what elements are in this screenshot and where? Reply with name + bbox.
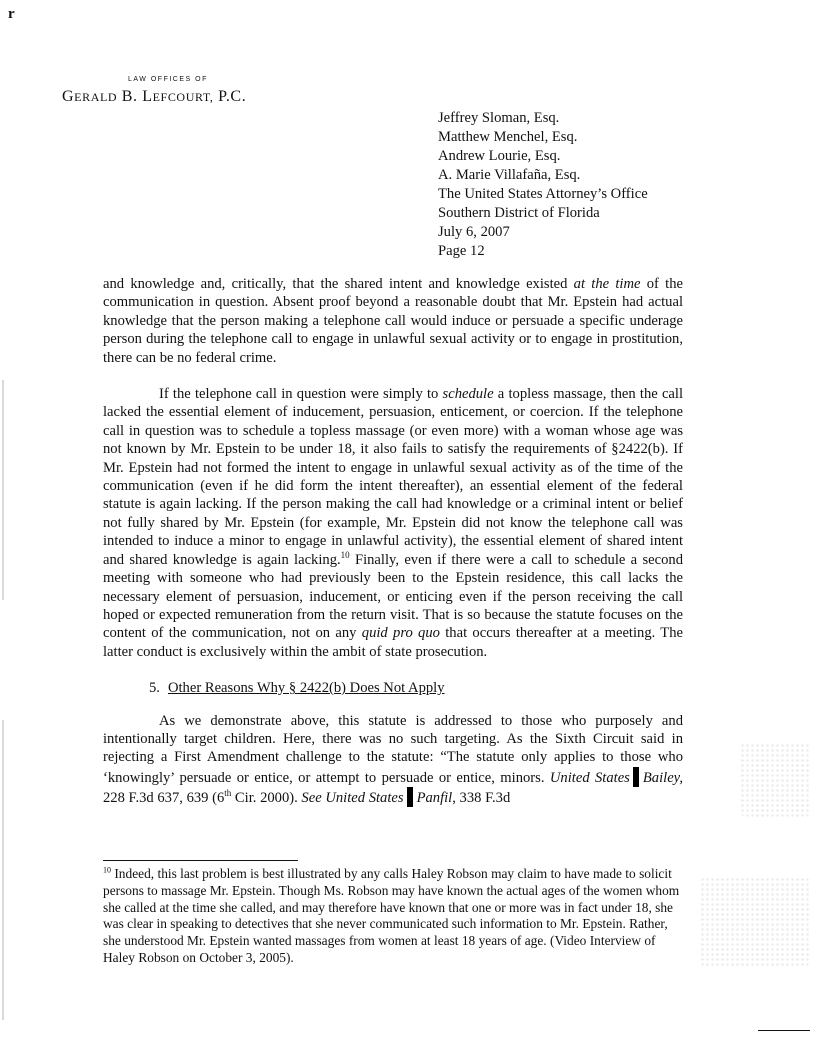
addressee-line: Andrew Lourie, Esq. (438, 148, 561, 164)
text-run: and knowledge and, critically, that the shared intent and knowledge existed (103, 276, 574, 292)
text-run: Cir. 2000). (231, 790, 302, 807)
emphasis: quid pro quo (361, 625, 440, 642)
letter-body (103, 275, 683, 826)
bottom-edge-rule (758, 1030, 810, 1031)
case-name: Panfil (416, 790, 453, 807)
section-title: Other Reasons Why § 2422(b) Does Not Apply (167, 680, 445, 697)
case-name: United States (549, 769, 630, 786)
firm-last-rest: EFCOURT, (152, 90, 214, 104)
letter-date: July 6, 2007 (438, 224, 510, 240)
firm-middle: B. (121, 88, 138, 105)
addressee-line: Jeffrey Sloman, Esq. (438, 110, 560, 126)
firm-last-initial: L (142, 88, 153, 105)
footnote-number: 10 (103, 865, 111, 875)
scan-artifact (740, 743, 810, 817)
letterhead-firm-name (62, 88, 246, 106)
section-heading (149, 679, 683, 697)
letterhead-law-offices: LAW OFFICES OF (128, 76, 208, 83)
section-number: 5. (149, 680, 160, 697)
corner-mark: r (8, 6, 15, 22)
text-run: If the telephone call in question were simply to (159, 386, 443, 403)
firm-suffix: P.C. (218, 88, 247, 105)
footnote-ref: 10 (340, 549, 350, 560)
scan-artifact (700, 877, 810, 967)
footnote-text: Indeed, this last problem is best illustrated by any calls Haley Robson may claim to have made to solicit persons to massage Mr. Epstein. Though Ms. Robson may have known the actual ages of the women whom she called at the time she called, and may therefore have known that one or more was in fact under 18, she was clear in speaking to detectives that she never communicated such information to Mr. Epstein. Rather, she understood Mr. Epstein wanted massages from women at least 18 years of age. (Video Interview of Haley Robson on October 3, 2005). (103, 866, 680, 965)
case-name: Bailey, (642, 769, 683, 786)
case-signal: See United States (301, 790, 404, 807)
addressee-block (438, 109, 648, 261)
text-run: 228 F.3d 637, 639 (6 (103, 790, 225, 807)
page-number: Page 12 (438, 243, 485, 259)
firm-first-rest: ERALD (74, 90, 118, 104)
emphasis: schedule (442, 386, 494, 403)
text-run: of the communication in question. Absent proof beyond a reasonable doubt that Mr. Epstein had actual knowledge that the person making a telephone call would induce or persuade a specific underage person during the telephone call to engage in unlawful sexual activity or to engage in prostitution, there can be no federal crime. (103, 276, 683, 366)
emphasis: at the time (573, 276, 641, 292)
text-run: As we demonstrate above, this statute is addressed to those who purposely and intentionally target children. Here, there was no such targeting. As the Sixth Circuit said in rejecting a First Amendment challenge to the statute: “The statute only applies to those who ‘knowingly’ persuade or entice, or attempt to persuade or entice, minors. (103, 712, 683, 786)
footnote-separator (103, 860, 298, 861)
firm-first-initial: G (62, 88, 75, 105)
ordinal-suffix: th (224, 788, 232, 799)
footnote-10 (103, 866, 681, 967)
redaction-mark (407, 787, 413, 807)
text-run: Finally, even if there were a call to schedule a second meeting with someone who had previously been to the Epstein residence, this call lacks the necessary element of persuasion, inducement, or enticing even if the person receiving the call hoped or expected remuneration from the return visit. That is so because the statute focuses on the content of the communication, not on any (103, 551, 683, 642)
addressee-line: The United States Attorney’s Office (438, 186, 648, 202)
text-run: , 338 F.3d (452, 790, 511, 807)
text-run: a topless massage, then the call lacked the essential element of inducement, persuasion, enticement, or coercion. If the telephone call in question was to schedule a topless massage (or even more) with a woman whose age was not known by Mr. Epstein to be under 18, it also fails to satisfy the requirements of §2422(b). If Mr. Epstein had not formed the intent to engage in unlawful sexual activity as of the time of the communication (even if he did form the intent thereafter), an essential element of the federal statute is again lacking. If the person making the call had knowledge or a criminal intent or belief not fully shared by Mr. Epstein (for example, Mr. Epstein did not know the telephone call was intended to induce a minor to engage in unlawful activity), the essential element of shared intent and shared knowledge is again lacking. (103, 386, 684, 568)
paragraph-2 (103, 385, 683, 661)
addressee-line: A. Marie Villafaña, Esq. (438, 167, 581, 183)
text-run: that occurs thereafter at a meeting. The latter conduct is exclusively within the ambit of state prosecution. (103, 625, 683, 660)
paragraph-1 (103, 275, 683, 367)
addressee-line: Southern District of Florida (438, 205, 600, 221)
paragraph-3 (103, 712, 683, 808)
scan-edge-mark (2, 720, 4, 1020)
scan-edge-mark (2, 380, 4, 600)
addressee-line: Matthew Menchel, Esq. (438, 129, 578, 145)
redaction-mark (633, 767, 639, 787)
